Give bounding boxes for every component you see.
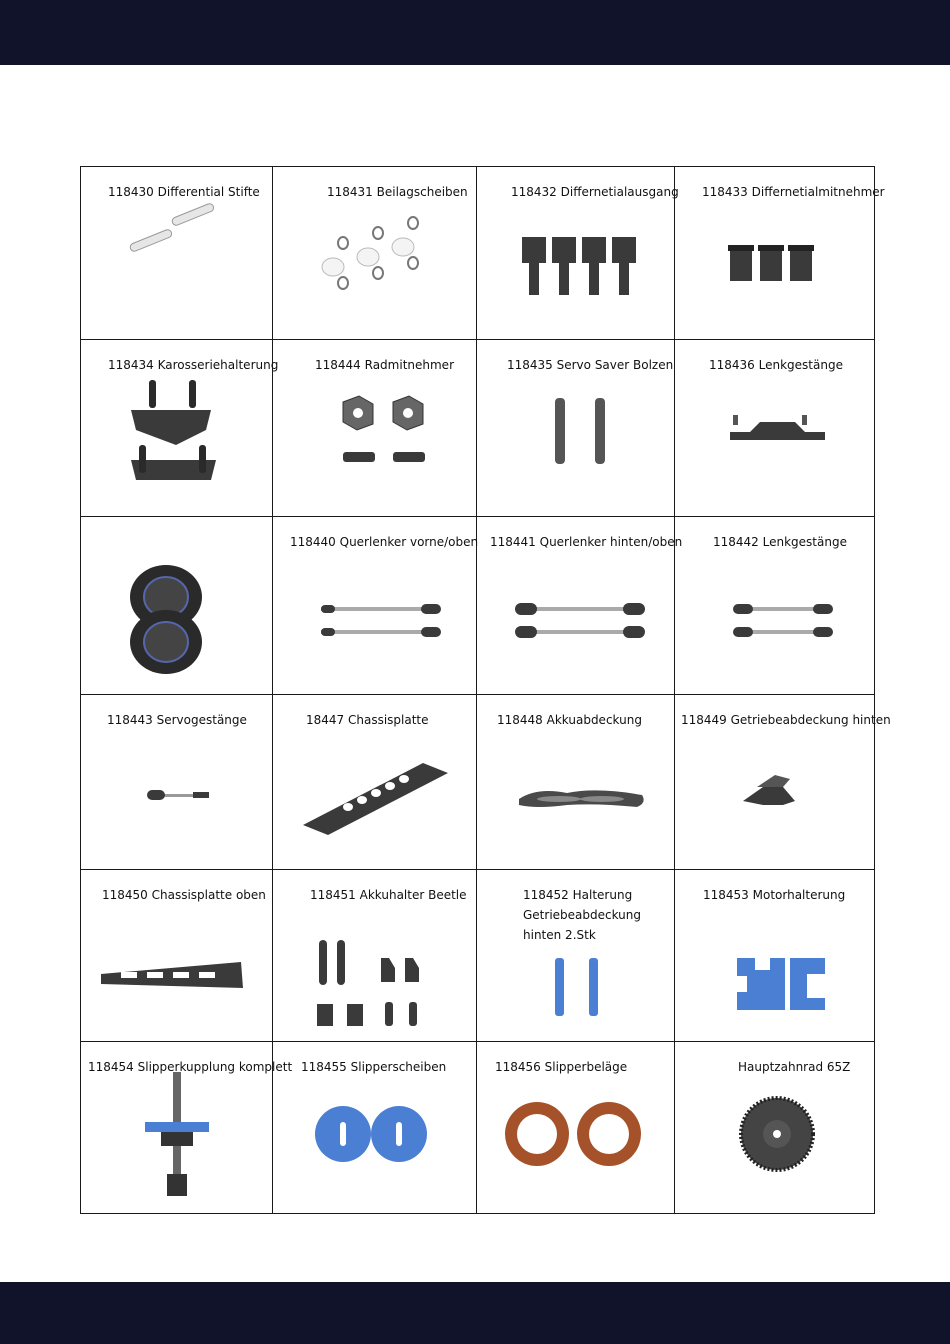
part-label: 118442 Lenkgestänge bbox=[713, 535, 847, 549]
part-label: 118430 Differential Stifte bbox=[108, 185, 260, 199]
part-label: 118448 Akkuabdeckung bbox=[497, 713, 642, 727]
table-column-border bbox=[874, 166, 875, 1214]
part-label: 118450 Chassisplatte oben bbox=[102, 888, 266, 902]
part-label: 118440 Querlenker vorne/oben bbox=[290, 535, 479, 549]
part-label: 118456 Slipperbeläge bbox=[495, 1060, 628, 1074]
parts-table bbox=[80, 166, 891, 1213]
part-label: 118435 Servo Saver Bolzen bbox=[507, 358, 674, 372]
part-label: 118454 Slipperkupplung komplett bbox=[88, 1060, 293, 1074]
part-label: 118431 Beilagscheiben bbox=[327, 185, 468, 199]
part-label: 118455 Slipperscheiben bbox=[301, 1060, 447, 1074]
part-label: 118443 Servogestänge bbox=[107, 713, 247, 727]
part-label: 118451 Akkuhalter Beetle bbox=[310, 888, 467, 902]
part-label: 118436 Lenkgestänge bbox=[709, 358, 843, 372]
part-label-line: 118452 Halterung bbox=[523, 888, 633, 902]
part-label: 18447 Chassisplatte bbox=[306, 713, 429, 727]
part-label-line: Getriebeabdeckung bbox=[523, 908, 642, 922]
part-label: 118441 Querlenker hinten/oben bbox=[490, 535, 683, 549]
part-label: 118449 Getriebeabdeckung hinten bbox=[681, 713, 891, 727]
part-label: 118433 Differnetialmitnehmer bbox=[702, 185, 885, 199]
part-label: 118432 Differnetialausgang bbox=[511, 185, 679, 199]
part-label: Hauptzahnrad 65Z bbox=[738, 1060, 851, 1074]
part-label-line: hinten 2.Stk bbox=[523, 928, 596, 942]
part-label: 118434 Karosseriehalterung bbox=[108, 358, 279, 372]
tires-image bbox=[81, 517, 271, 693]
footer-bar bbox=[0, 1282, 950, 1344]
part-label: 118444 Radmitnehmer bbox=[315, 358, 454, 372]
part-label bbox=[523, 885, 641, 945]
part-label: 118453 Motorhalterung bbox=[703, 888, 846, 902]
header-bar bbox=[0, 0, 950, 65]
table-row-border bbox=[80, 1213, 875, 1214]
